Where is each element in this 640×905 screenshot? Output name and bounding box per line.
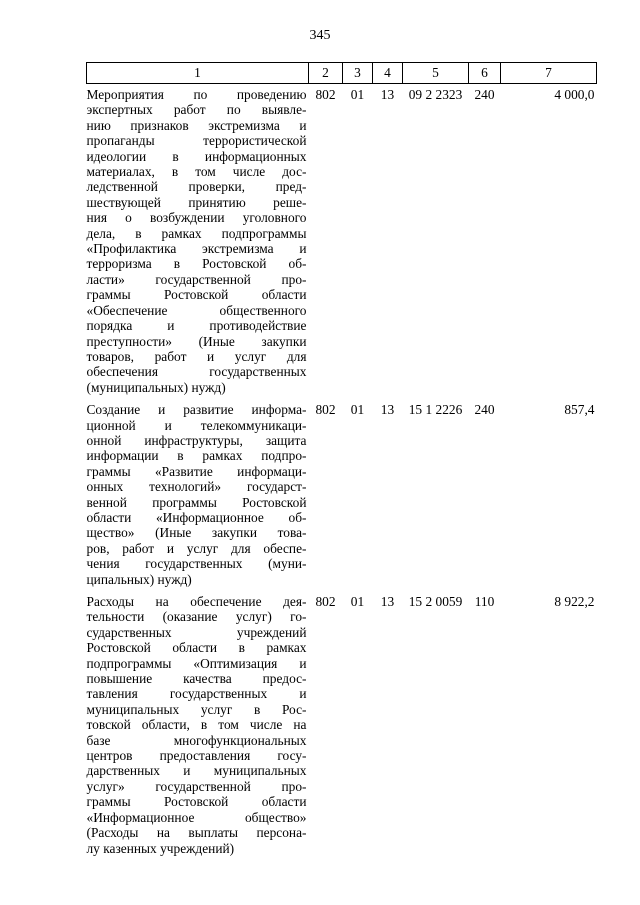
header-col-2: 2 <box>309 63 343 84</box>
description-line: «Профилактика экстремизма и <box>86 241 307 257</box>
description-line: базе многофункциональных <box>86 732 307 748</box>
description-line: дела, в рамках подпрограммы <box>86 225 307 241</box>
code-ministry: 802 <box>315 402 336 418</box>
code-ministry: 802 <box>315 87 336 102</box>
description-line: нию признаков экстремизма и <box>86 117 307 133</box>
description-line: услуг» государственной про- <box>86 778 307 794</box>
description-line: Мероприятия по проведению <box>86 87 307 102</box>
code-expense-type: 240 <box>474 402 495 418</box>
description-line: (муниципальных) нужд) <box>86 379 226 395</box>
description-line: повышение качества предос- <box>86 671 307 687</box>
description-line: ния о возбуждении уголовного <box>86 210 307 226</box>
description-line: венной программы Ростовской <box>86 494 307 510</box>
description-line: лу казенных учреждений) <box>86 840 235 856</box>
header-col-5: 5 <box>403 63 469 84</box>
description-line: тавления государственных и <box>86 686 307 702</box>
code-section: 01 <box>350 87 365 102</box>
budget-table <box>86 62 597 856</box>
description-line: ционной и телекоммуникаци- <box>86 417 307 433</box>
description-line: ров, работ и услуг для обеспе- <box>86 540 307 556</box>
description-line: «Обеспечение общественного <box>86 302 307 318</box>
description-line: терроризма в Ростовской об- <box>86 256 307 272</box>
code-target-article: 15 1 2226 <box>408 402 463 418</box>
code-subsection: 13 <box>380 87 395 102</box>
code-target-article: 09 2 2323 <box>408 87 463 102</box>
description-line: «Информационное общество» <box>86 809 307 825</box>
description-line: шествующей принятию реше- <box>86 194 307 210</box>
description-line: онных технологий» государст- <box>86 479 307 495</box>
table-row <box>87 587 597 856</box>
amount-value: 4 000,0 <box>554 87 595 102</box>
description-line: ледственной проверки, пред- <box>86 179 307 195</box>
code-subsection: 13 <box>380 402 395 418</box>
description-line: экспертных работ по выявле- <box>86 102 307 118</box>
description-line: ципальных) нужд) <box>86 571 192 587</box>
header-col-3: 3 <box>343 63 373 84</box>
description-line: щество» (Иные закупки това- <box>86 525 307 541</box>
row-description <box>87 395 309 587</box>
description-line: идеологии в информационных <box>86 148 307 164</box>
amount-value: 857,4 <box>564 402 595 418</box>
code-expense-type: 110 <box>474 594 495 609</box>
description-line: тельности (оказание услуг) го- <box>86 609 307 625</box>
header-col-7: 7 <box>501 63 597 84</box>
header-col-6: 6 <box>469 63 501 84</box>
row-description <box>87 587 309 856</box>
header-col-4: 4 <box>373 63 403 84</box>
description-line: подпрограммы «Оптимизация и <box>86 655 307 671</box>
description-line: дарственных и муниципальных <box>86 763 307 779</box>
description-line: центров предоставления госу- <box>86 748 307 764</box>
description-line: области «Информационное об- <box>86 509 307 525</box>
description-line: порядка и противодействие <box>86 318 307 334</box>
amount-value: 8 922,2 <box>554 594 595 609</box>
description-line: муниципальных услуг в Рос- <box>86 701 307 717</box>
header-col-1: 1 <box>87 63 309 84</box>
code-target-article: 15 2 0059 <box>408 594 463 609</box>
description-line: Ростовской области в рамках <box>86 640 307 656</box>
description-line: сударственных учреждений <box>86 624 307 640</box>
row-description <box>87 84 309 396</box>
description-line: (Расходы на выплаты персона- <box>86 825 307 841</box>
page-number: 345 <box>309 28 331 43</box>
description-line: ласти» государственной про- <box>86 271 307 287</box>
code-expense-type: 240 <box>474 87 495 102</box>
description-line: Расходы на обеспечение дея- <box>86 594 307 609</box>
description-line: товской области, в том числе на <box>86 717 307 733</box>
code-ministry: 802 <box>315 594 336 609</box>
description-line: информации в рамках подпро- <box>86 448 307 464</box>
code-section: 01 <box>350 402 365 418</box>
description-line: пропаганды террористической <box>86 133 307 149</box>
description-line: граммы Ростовской области <box>86 794 307 810</box>
description-line: обеспечения государственных <box>86 364 307 380</box>
description-line: Создание и развитие информа- <box>86 402 307 418</box>
description-line: чения государственных (муни- <box>86 556 307 572</box>
table-row <box>87 395 597 587</box>
table-row <box>87 84 597 396</box>
description-line: товаров, работ и услуг для <box>86 348 307 364</box>
header-row <box>87 63 597 84</box>
description-line: материалах, в том числе дос- <box>86 164 307 180</box>
code-subsection: 13 <box>380 594 395 609</box>
code-section: 01 <box>350 594 365 609</box>
description-line: онной инфраструктуры, защита <box>86 432 307 448</box>
description-line: граммы «Развитие информаци- <box>86 463 307 479</box>
description-line: преступности» (Иные закупки <box>86 333 307 349</box>
description-line: граммы Ростовской области <box>86 287 307 303</box>
